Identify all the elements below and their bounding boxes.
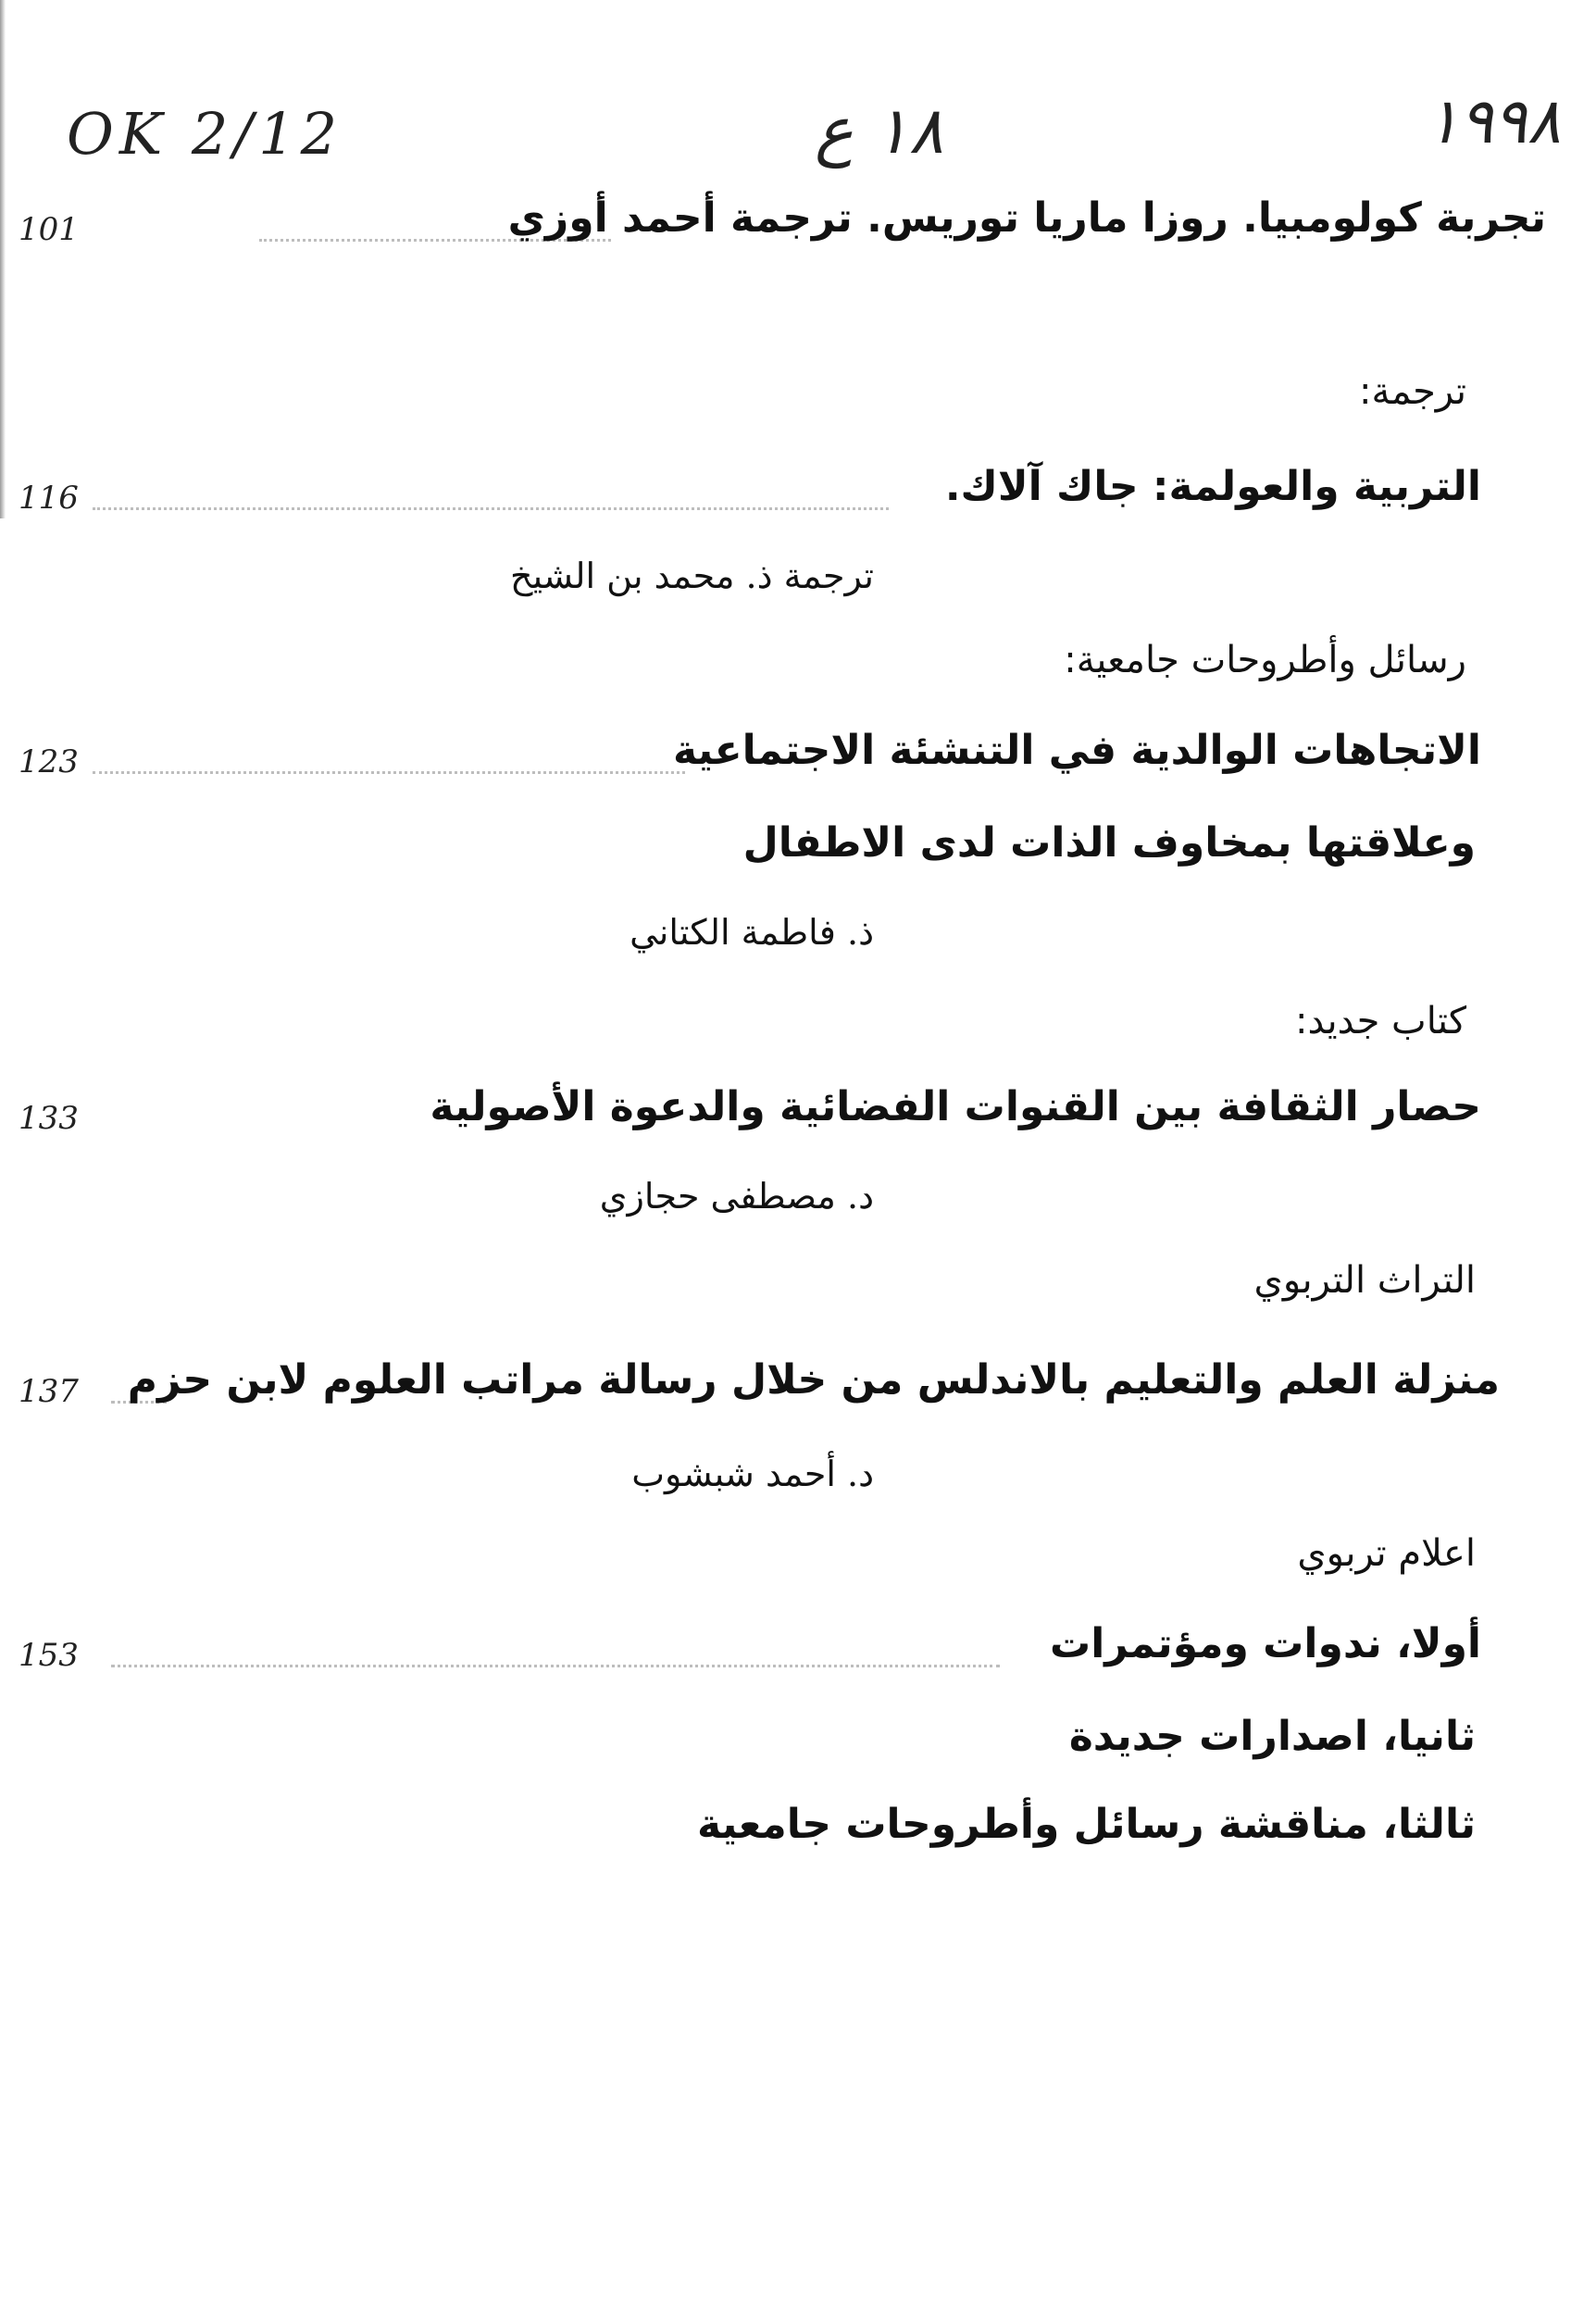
page-number: 101 [19, 211, 79, 248]
toc-entry-siege [19, 1083, 1481, 1157]
handwritten-note-center: ١٨ ع [815, 93, 944, 168]
section-heading-heritage: التراث التربوي [1253, 1259, 1476, 1302]
page-number: 137 [19, 1373, 79, 1410]
subsection-thesis-discussion: ثالثا، مناقشة رسائل وأطروحات جامعية [697, 1801, 1476, 1848]
page-number: 116 [19, 480, 79, 517]
dot-leader [111, 1665, 1000, 1667]
entry-title: التربية والعولمة: جاك آلاك. [944, 463, 1481, 510]
entry-title: حصار الثقافة بين القنوات الفضائية والدعوة الأصولية [430, 1083, 1481, 1130]
toc-entry-globalization [19, 463, 1481, 537]
author-name: ذ. فاطمة الكتاني [630, 912, 874, 953]
dot-leader [93, 507, 889, 510]
entry-title: الاتجاهات الوالدية في التنشئة الاجتماعية [672, 727, 1481, 774]
translator-name: ترجمة ذ. محمد بن الشيخ [509, 555, 874, 596]
toc-entry-colombia [19, 194, 1546, 268]
author-name: د. مصطفى حجازي [599, 1176, 874, 1217]
section-heading-media: اعلام تربوي [1297, 1532, 1476, 1575]
toc-entry-parental [19, 727, 1481, 801]
entry-title: منزلة العلم والتعليم بالاندلس من خلال رسالة مراتب العلوم لابن حزم [127, 1356, 1500, 1404]
section-heading-new-book: كتاب جديد: [1295, 1000, 1466, 1042]
author-name: د. أحمد شبشوب [631, 1454, 874, 1494]
entry-title-continued: وعلاقتها بمخاوف الذات لدى الاطفال [742, 819, 1476, 867]
entry-title: أولا، ندوات ومؤتمرات [1050, 1620, 1481, 1667]
scan-edge [0, 0, 6, 518]
section-heading-translation: ترجمة: [1359, 370, 1466, 413]
subsection-new-releases: ثانيا، اصدارات جديدة [1068, 1713, 1476, 1760]
handwritten-year: ١٩٩٨ [1426, 85, 1562, 158]
page-number: 123 [19, 743, 79, 780]
handwritten-note-left: OK 2/12 [67, 100, 343, 168]
dot-leader [93, 771, 685, 774]
section-heading-theses: رسائل وأطروحات جامعية: [1064, 639, 1466, 681]
page-number: 153 [19, 1637, 79, 1674]
entry-title: تجربة كولومبيا. روزا ماريا توريس. ترجمة أحمد أوزي [507, 194, 1546, 242]
toc-entry-seminars [19, 1620, 1481, 1694]
page-number: 133 [19, 1100, 79, 1137]
toc-entry-andalus [19, 1356, 1500, 1430]
